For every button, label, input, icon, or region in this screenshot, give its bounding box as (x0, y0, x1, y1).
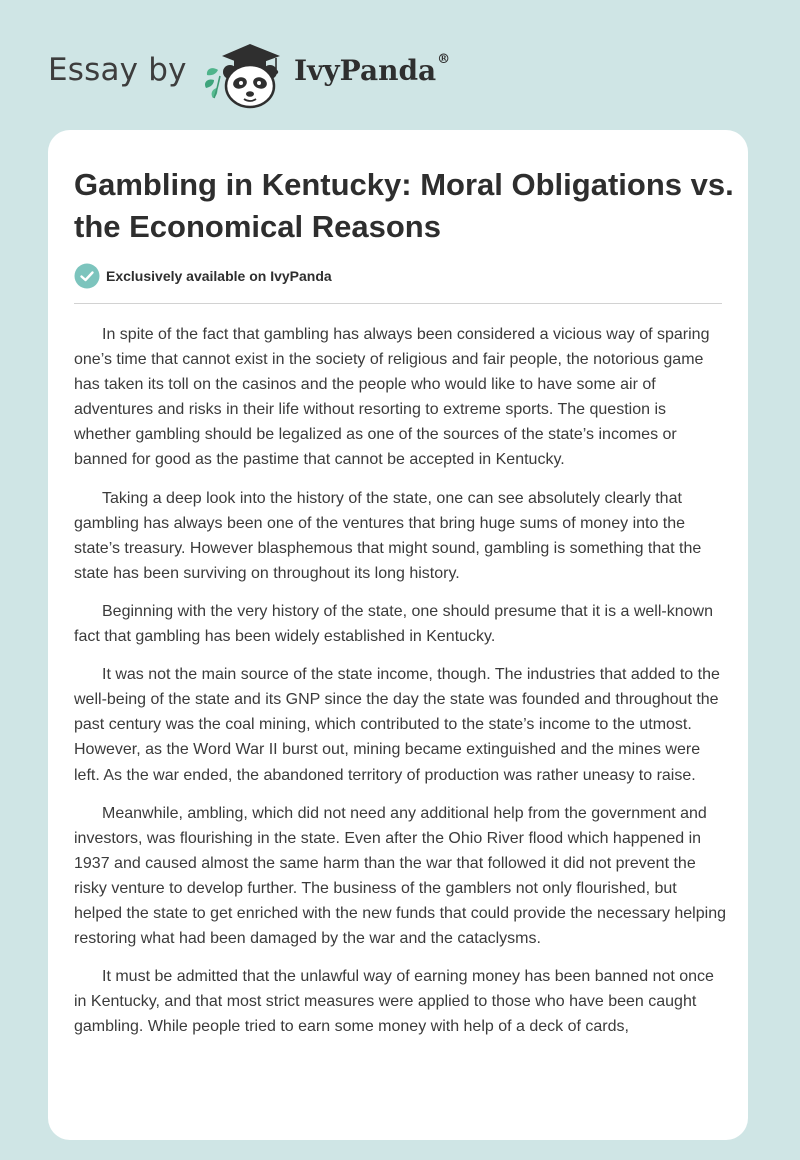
ivy-leaf-icon (205, 68, 220, 98)
essay-by-label: Essay by (48, 52, 187, 88)
exclusive-badge (74, 263, 332, 289)
essay-paragraph: Meanwhile, ambling, which did not need any additional help from the government and investors, was flourishing in the state. Even after the Ohio River flood which happened in 1937 and caused almost the same harm than the war that followed it did not prevent the risky venture to develop further. The business of the gamblers not only flourished, but helped the state to get enriched with the new funds that could provide the necessary helping restoring what had been damaged by the war and the cataclysms. (74, 804, 726, 948)
brand-text[interactable]: IvyPanda (294, 54, 437, 87)
check-circle-icon (74, 263, 100, 289)
essay-paragraph: Beginning with the very history of the state, one should presume that it is a well-known fact that gambling has been widely established in Kentucky. (74, 602, 713, 646)
registered-mark: ® (437, 52, 451, 67)
essay-card (48, 130, 748, 1140)
ivypanda-logo-icon[interactable] (200, 36, 290, 112)
exclusive-badge-label: Exclusively available on IvyPanda (106, 268, 332, 284)
essay-paragraph: It must be admitted that the unlawful way of earning money has been banned not once in Kentucky, and that most strict measures were applied to those who have been caught gambling. While people tried to earn some money with help of a deck of cards, (74, 968, 714, 1036)
essay-title: Gambling in Kentucky: Moral Obligations vs. the Economical Reasons (74, 167, 734, 244)
essay-body (74, 322, 726, 1052)
essay-paragraph: Taking a deep look into the history of the state, one can see absolutely clearly that gambling has always been one of the ventures that bring huge sums of money into the state’s treasury. However blasphemous that might sound, gambling is something that the state has been surviving on throughout its long history. (74, 489, 702, 582)
essay-paragraph: It was not the main source of the state income, though. The industries that added to the well-being of the state and its GNP since the day the state was founded and throughout the past century was the coal mining, which contributed to the state’s income to the utmost. However, as the Word War II burst out, mining became extinguished and the mines were left. As the war ended, the abandoned territory of production was rather uneasy to raise. (74, 666, 720, 784)
site-header (0, 0, 800, 130)
title-divider (74, 303, 722, 304)
ivypanda-brand-name[interactable] (294, 54, 450, 87)
essay-paragraph: In spite of the fact that gambling has always been considered a vicious way of sparing one’s time that cannot exist in the society of religious and fair people, the notorious game has taken its toll on the casinos and the people who would like to have some air of adventures and risks in their life without resorting to extreme sports. The question is whether gambling should be legalized as one of the sources of the state’s incomes or banned for good as the pastime that cannot be accepted in Kentucky. (74, 326, 710, 469)
